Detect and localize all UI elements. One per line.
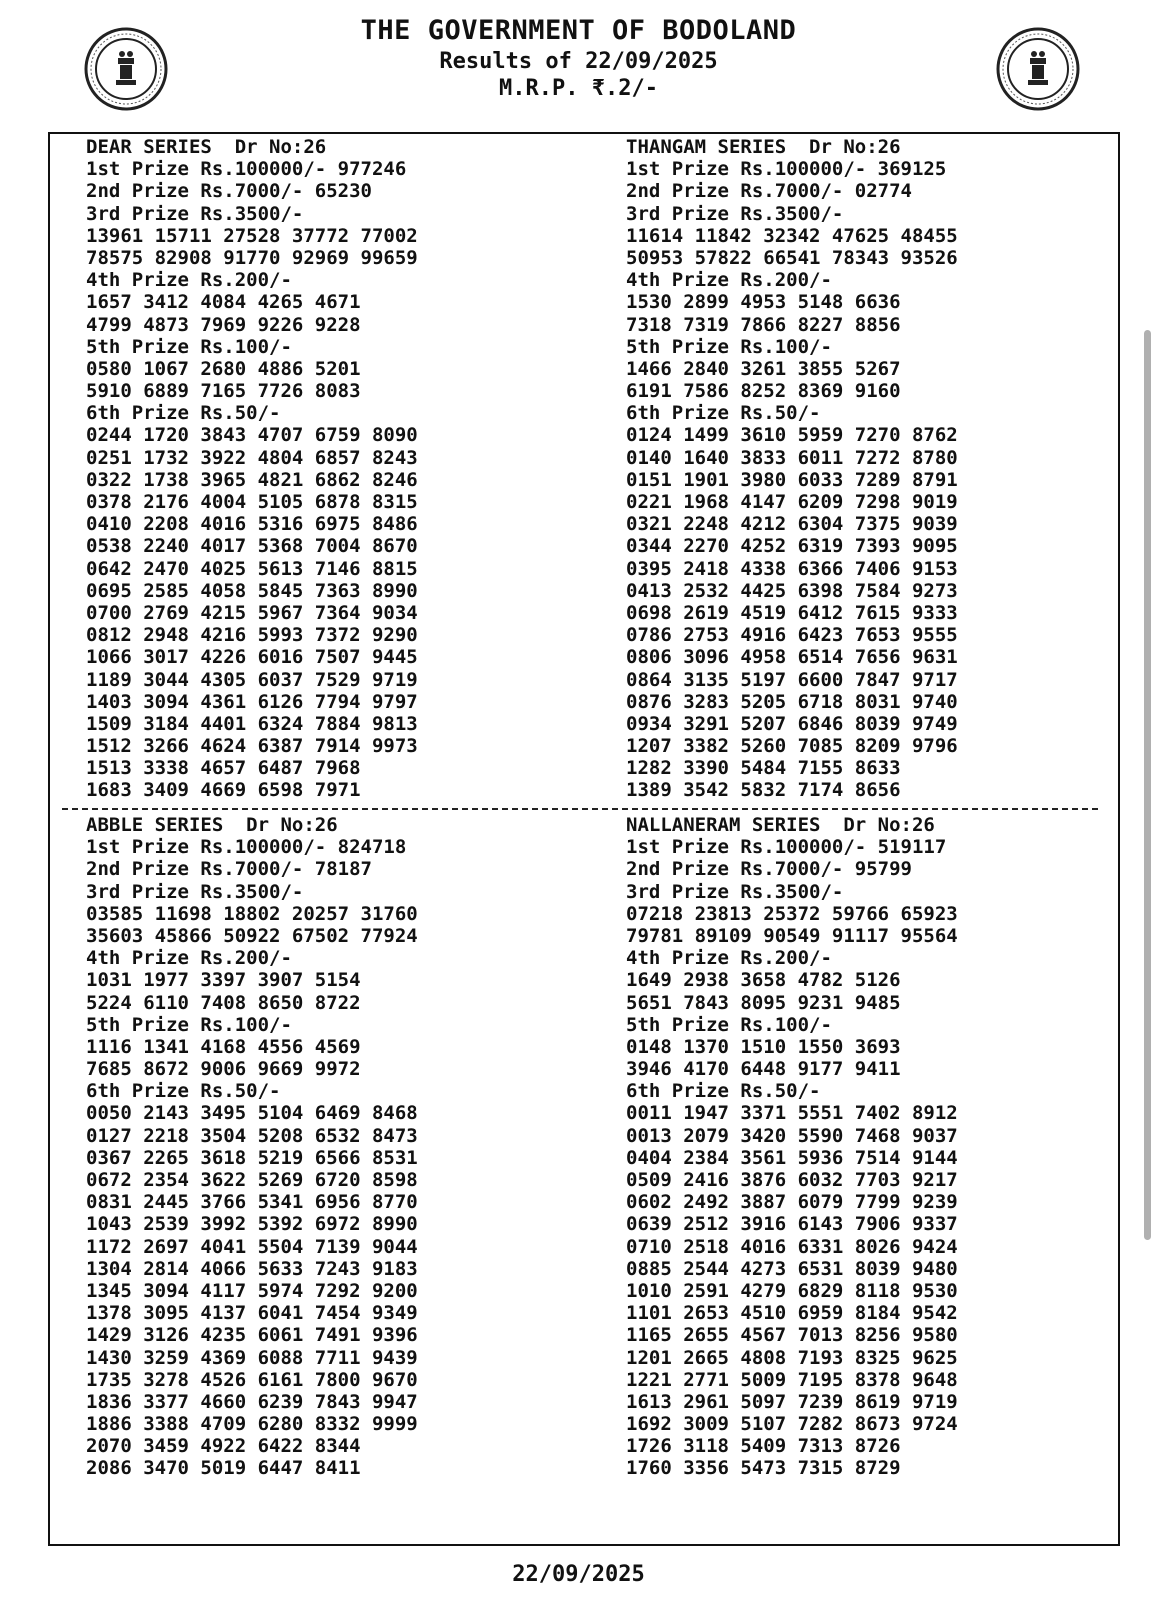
ticket-numbers-row: 11614 11842 32342 47625 48455 [626, 224, 958, 247]
series-heading: ABBLE SERIES Dr No:26 [86, 814, 338, 836]
ticket-numbers-row: 0344 2270 4252 6319 7393 9095 [626, 535, 958, 558]
ticket-numbers-row: 4799 4873 7969 9226 9228 [86, 313, 361, 336]
ticket-numbers-row: 0367 2265 3618 5219 6566 8531 [86, 1146, 418, 1169]
ticket-numbers-row: 1165 2655 4567 7013 8256 9580 [626, 1324, 958, 1347]
ticket-numbers-row: 1378 3095 4137 6041 7454 9349 [86, 1302, 418, 1325]
ticket-numbers-row: 0695 2585 4058 5845 7363 8990 [86, 579, 418, 602]
ticket-numbers-row: 0124 1499 3610 5959 7270 8762 [626, 424, 958, 447]
ticket-numbers-row: 0580 1067 2680 4886 5201 [86, 357, 361, 380]
ticket-numbers-row: 0011 1947 3371 5551 7402 8912 [626, 1102, 958, 1125]
ticket-numbers-row: 0672 2354 3622 5269 6720 8598 [86, 1169, 418, 1191]
prize-label: 5th Prize Rs.100/- [626, 1013, 832, 1036]
prize-label: 3rd Prize Rs.3500/- [86, 880, 304, 903]
ticket-numbers-row: 0602 2492 3887 6079 7799 9239 [626, 1191, 958, 1214]
prize-label: 4th Prize Rs.200/- [626, 947, 832, 970]
ticket-numbers-row: 0639 2512 3916 6143 7906 9337 [626, 1213, 958, 1236]
ticket-numbers-row: 1189 3044 4305 6037 7529 9719 [86, 668, 418, 691]
ticket-numbers-row: 0395 2418 4338 6366 7406 9153 [626, 557, 958, 580]
ticket-numbers-row: 1726 3118 5409 7313 8726 [626, 1435, 901, 1458]
ticket-numbers-row: 1389 3542 5832 7174 8656 [626, 779, 901, 802]
ticket-numbers-row: 0806 3096 4958 6514 7656 9631 [626, 646, 958, 669]
prize-label: 1st Prize Rs.100000/- 977246 [86, 158, 407, 181]
ticket-numbers-row: 0321 2248 4212 6304 7375 9039 [626, 513, 958, 536]
prize-label: 2nd Prize Rs.7000/- 65230 [86, 180, 372, 203]
ticket-numbers-row: 1512 3266 4624 6387 7914 9973 [86, 735, 418, 758]
ticket-numbers-row: 1429 3126 4235 6061 7491 9396 [86, 1324, 418, 1347]
ticket-numbers-row: 5651 7843 8095 9231 9485 [626, 991, 901, 1014]
ticket-numbers-row: 0127 2218 3504 5208 6532 8473 [86, 1124, 418, 1147]
mrp-label: M.R.P. ₹.2/- [499, 76, 658, 101]
series-heading: DEAR SERIES Dr No:26 [86, 136, 327, 158]
ticket-numbers-row: 1101 2653 4510 6959 8184 9542 [626, 1302, 958, 1325]
ticket-numbers-row: 7685 8672 9006 9669 9972 [86, 1058, 361, 1081]
ticket-numbers-row: 1657 3412 4084 4265 4671 [86, 291, 361, 314]
ticket-numbers-row: 0700 2769 4215 5967 7364 9034 [86, 601, 418, 624]
prize-label: 4th Prize Rs.200/- [86, 269, 292, 292]
ticket-numbers-row: 3946 4170 6448 9177 9411 [626, 1058, 901, 1081]
ticket-numbers-row: 1031 1977 3397 3907 5154 [86, 969, 361, 992]
ticket-numbers-row: 13961 15711 27528 37772 77002 [86, 224, 418, 247]
ticket-numbers-row: 0538 2240 4017 5368 7004 8670 [86, 535, 418, 558]
series-heading: NALLANERAM SERIES Dr No:26 [626, 814, 935, 836]
prize-label: 5th Prize Rs.100/- [626, 335, 832, 358]
nallaneram-series-block [626, 814, 958, 1480]
ticket-numbers-row: 1509 3184 4401 6324 7884 9813 [86, 712, 418, 735]
prize-label: 6th Prize Rs.50/- [626, 1080, 821, 1103]
prize-label: 1st Prize Rs.100000/- 824718 [86, 836, 407, 859]
ticket-numbers-row: 2070 3459 4922 6422 8344 [86, 1435, 361, 1458]
ticket-numbers-row: 1683 3409 4669 6598 7971 [86, 779, 361, 802]
ticket-numbers-row: 1403 3094 4361 6126 7794 9797 [86, 690, 418, 713]
prize-label: 4th Prize Rs.200/- [86, 947, 292, 970]
abble-series-block [86, 814, 418, 1480]
scrollbar[interactable] [1144, 330, 1151, 1240]
ticket-numbers-row: 0642 2470 4025 5613 7146 8815 [86, 557, 418, 580]
ticket-numbers-row: 1430 3259 4369 6088 7711 9439 [86, 1346, 418, 1369]
ticket-numbers-row: 1735 3278 4526 6161 7800 9670 [86, 1368, 418, 1391]
ticket-numbers-row: 35603 45866 50922 67502 77924 [86, 924, 418, 947]
series-heading: THANGAM SERIES Dr No:26 [626, 136, 901, 158]
prize-label: 1st Prize Rs.100000/- 519117 [626, 836, 947, 859]
ticket-numbers-row: 1345 3094 4117 5974 7292 9200 [86, 1279, 418, 1302]
prize-label: 3rd Prize Rs.3500/- [626, 202, 844, 225]
ticket-numbers-row: 1282 3390 5484 7155 8633 [626, 757, 901, 780]
ticket-numbers-row: 1836 3377 4660 6239 7843 9947 [86, 1390, 418, 1413]
ticket-numbers-row: 50953 57822 66541 78343 93526 [626, 246, 958, 269]
ticket-numbers-row: 0251 1732 3922 4804 6857 8243 [86, 446, 418, 469]
ticket-numbers-row: 0413 2532 4425 6398 7584 9273 [626, 579, 958, 602]
ticket-numbers-row: 0322 1738 3965 4821 6862 8246 [86, 468, 418, 491]
ticket-numbers-row: 1530 2899 4953 5148 6636 [626, 291, 901, 314]
ticket-numbers-row: 2086 3470 5019 6447 8411 [86, 1457, 361, 1480]
thangam-series-block [626, 136, 958, 802]
ticket-numbers-row: 0698 2619 4519 6412 7615 9333 [626, 601, 958, 624]
ticket-numbers-row: 0378 2176 4004 5105 6878 8315 [86, 491, 418, 513]
ticket-numbers-row: 0509 2416 3876 6032 7703 9217 [626, 1169, 958, 1191]
ticket-numbers-row: 07218 23813 25372 59766 65923 [626, 902, 958, 925]
ticket-numbers-row: 1201 2665 4808 7193 8325 9625 [626, 1346, 958, 1369]
ticket-numbers-row: 1043 2539 3992 5392 6972 8990 [86, 1213, 418, 1236]
ticket-numbers-row: 0864 3135 5197 6600 7847 9717 [626, 668, 958, 691]
prize-label: 2nd Prize Rs.7000/- 02774 [626, 180, 912, 203]
ticket-numbers-row: 0786 2753 4916 6423 7653 9555 [626, 624, 958, 647]
prize-label: 2nd Prize Rs.7000/- 95799 [626, 858, 912, 881]
ticket-numbers-row: 0050 2143 3495 5104 6469 8468 [86, 1102, 418, 1125]
ticket-numbers-row: 0404 2384 3561 5936 7514 9144 [626, 1146, 958, 1169]
prize-label: 6th Prize Rs.50/- [626, 402, 821, 425]
ticket-numbers-row: 5910 6889 7165 7726 8083 [86, 380, 361, 403]
prize-label: 3rd Prize Rs.3500/- [626, 880, 844, 903]
ticket-numbers-row: 1649 2938 3658 4782 5126 [626, 969, 901, 992]
prize-label: 6th Prize Rs.50/- [86, 402, 281, 425]
ticket-numbers-row: 5224 6110 7408 8650 8722 [86, 991, 361, 1014]
ticket-numbers-row: 0244 1720 3843 4707 6759 8090 [86, 424, 418, 447]
ticket-numbers-row: 0151 1901 3980 6033 7289 8791 [626, 468, 958, 491]
ticket-numbers-row: 0885 2544 4273 6531 8039 9480 [626, 1257, 958, 1280]
ticket-numbers-row: 0876 3283 5205 6718 8031 9740 [626, 690, 958, 713]
ticket-numbers-row: 1010 2591 4279 6829 8118 9530 [626, 1279, 958, 1302]
ticket-numbers-row: 0013 2079 3420 5590 7468 9037 [626, 1124, 958, 1147]
ticket-numbers-row: 0221 1968 4147 6209 7298 9019 [626, 491, 958, 513]
prize-label: 1st Prize Rs.100000/- 369125 [626, 158, 947, 181]
prize-label: 3rd Prize Rs.3500/- [86, 202, 304, 225]
ticket-numbers-row: 0831 2445 3766 5341 6956 8770 [86, 1191, 418, 1214]
dear-series-block [86, 136, 418, 802]
ticket-numbers-row: 0934 3291 5207 6846 8039 9749 [626, 712, 958, 735]
ticket-numbers-row: 0148 1370 1510 1550 3693 [626, 1035, 901, 1058]
ticket-numbers-row: 6191 7586 8252 8369 9160 [626, 380, 901, 403]
ticket-numbers-row: 78575 82908 91770 92969 99659 [86, 246, 418, 269]
ticket-numbers-row: 1116 1341 4168 4556 4569 [86, 1035, 361, 1058]
prize-label: 5th Prize Rs.100/- [86, 1013, 292, 1036]
prize-label: 2nd Prize Rs.7000/- 78187 [86, 858, 372, 881]
ticket-numbers-row: 0140 1640 3833 6011 7272 8780 [626, 446, 958, 469]
ticket-numbers-row: 1613 2961 5097 7239 8619 9719 [626, 1390, 958, 1413]
ticket-numbers-row: 0812 2948 4216 5993 7372 9290 [86, 624, 418, 647]
ticket-numbers-row: 1304 2814 4066 5633 7243 9183 [86, 1257, 418, 1280]
footer-date: 22/09/2025 [512, 1562, 645, 1587]
ticket-numbers-row: 1466 2840 3261 3855 5267 [626, 357, 901, 380]
ticket-numbers-row: 1760 3356 5473 7315 8729 [626, 1457, 901, 1480]
ticket-numbers-row: 1207 3382 5260 7085 8209 9796 [626, 735, 958, 758]
ticket-numbers-row: 03585 11698 18802 20257 31760 [86, 902, 418, 925]
page-title: THE GOVERNMENT OF BODOLAND [360, 15, 797, 46]
ticket-numbers-row: 1221 2771 5009 7195 8378 9648 [626, 1368, 958, 1391]
ticket-numbers-row: 79781 89109 90549 91117 95564 [626, 924, 958, 947]
ticket-numbers-row: 7318 7319 7866 8227 8856 [626, 313, 901, 336]
prize-label: 4th Prize Rs.200/- [626, 269, 832, 292]
results-header [0, 14, 1157, 102]
ticket-numbers-row: 0410 2208 4016 5316 6975 8486 [86, 513, 418, 536]
section-divider [62, 808, 1098, 810]
ticket-numbers-row: 1692 3009 5107 7282 8673 9724 [626, 1413, 958, 1436]
ticket-numbers-row: 1886 3388 4709 6280 8332 9999 [86, 1413, 418, 1436]
ticket-numbers-row: 1513 3338 4657 6487 7968 [86, 757, 361, 780]
ticket-numbers-row: 0710 2518 4016 6331 8026 9424 [626, 1235, 958, 1258]
prize-label: 6th Prize Rs.50/- [86, 1080, 281, 1103]
ticket-numbers-row: 1172 2697 4041 5504 7139 9044 [86, 1235, 418, 1258]
ticket-numbers-row: 1066 3017 4226 6016 7507 9445 [86, 646, 418, 669]
prize-label: 5th Prize Rs.100/- [86, 335, 292, 358]
results-date: Results of 22/09/2025 [439, 49, 718, 74]
